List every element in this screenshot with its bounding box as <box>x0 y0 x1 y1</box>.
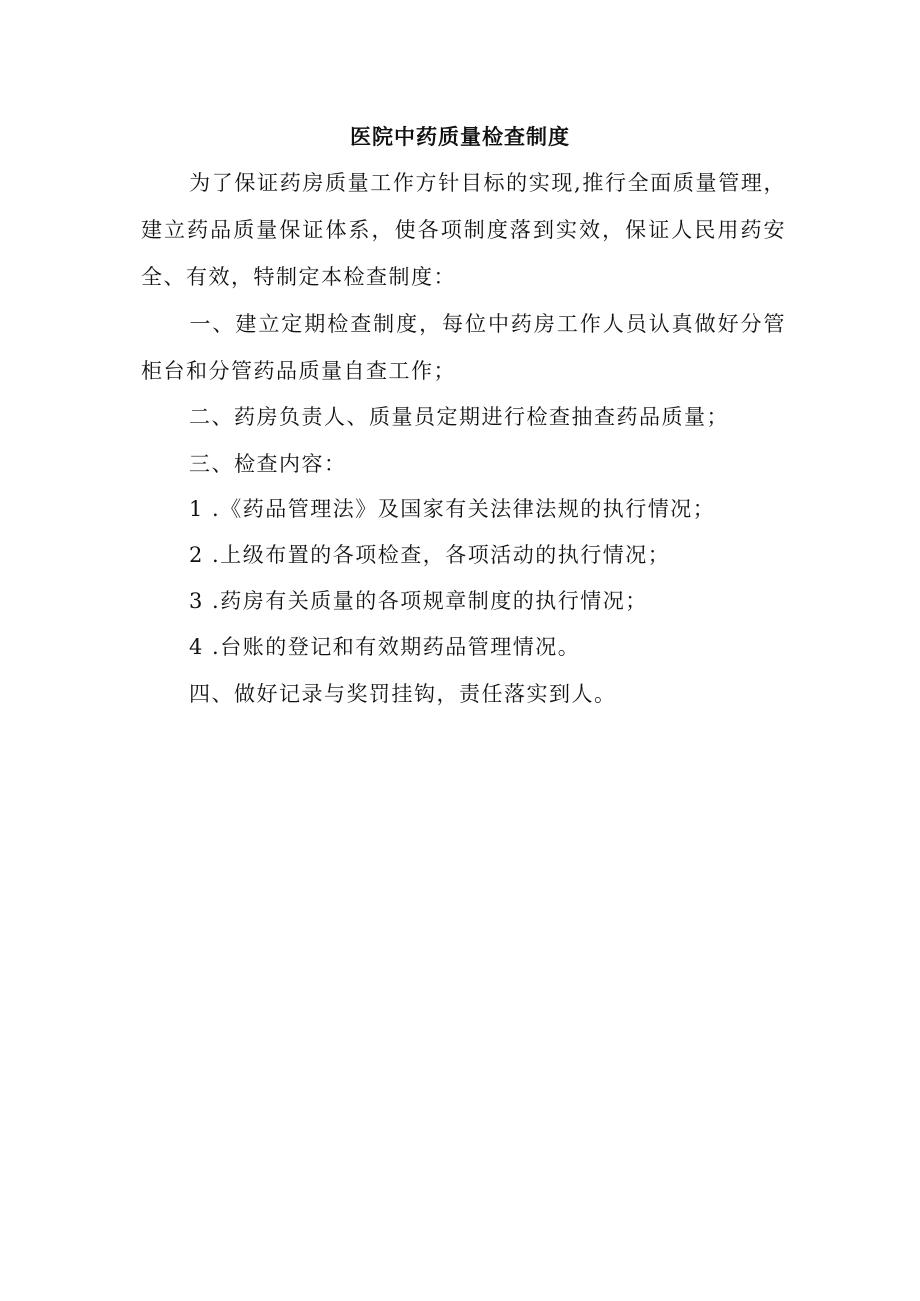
paragraph-item-1 <box>141 301 786 395</box>
document-title: 医院中药质量检查制度 <box>350 125 570 149</box>
line-item-2: 二、药房负责人、质量员定期进行检查抽查药品质量； <box>189 405 729 429</box>
line-item-3: 三、检查内容： <box>189 452 347 476</box>
paragraph-intro-text: 为了保证药房质量工作方针目标的实现,推行全面质量管理，建立药品质量保证体系，使各项制度落到实效，保证人民用药安全、有效，特制定本检查制度： <box>141 171 786 289</box>
paragraph-intro <box>141 160 786 301</box>
line-sub-4: 4 .台账的登记和有效期药品管理情况。 <box>189 635 581 659</box>
line-item-4: 四、做好记录与奖罚挂钩，责任落实到人。 <box>189 682 617 706</box>
line-sub-1: 1 .《药品管理法》及国家有关法律法规的执行情况； <box>189 497 716 521</box>
line-sub-3: 3 .药房有关质量的各项规章制度的执行情况； <box>189 589 648 613</box>
paragraph-item-1-text: 一、建立定期检查制度，每位中药房工作人员认真做好分管柜台和分管药品质量自查工作； <box>141 312 786 383</box>
line-sub-2: 2 .上级布置的各项检查，各项活动的执行情况； <box>189 543 671 567</box>
